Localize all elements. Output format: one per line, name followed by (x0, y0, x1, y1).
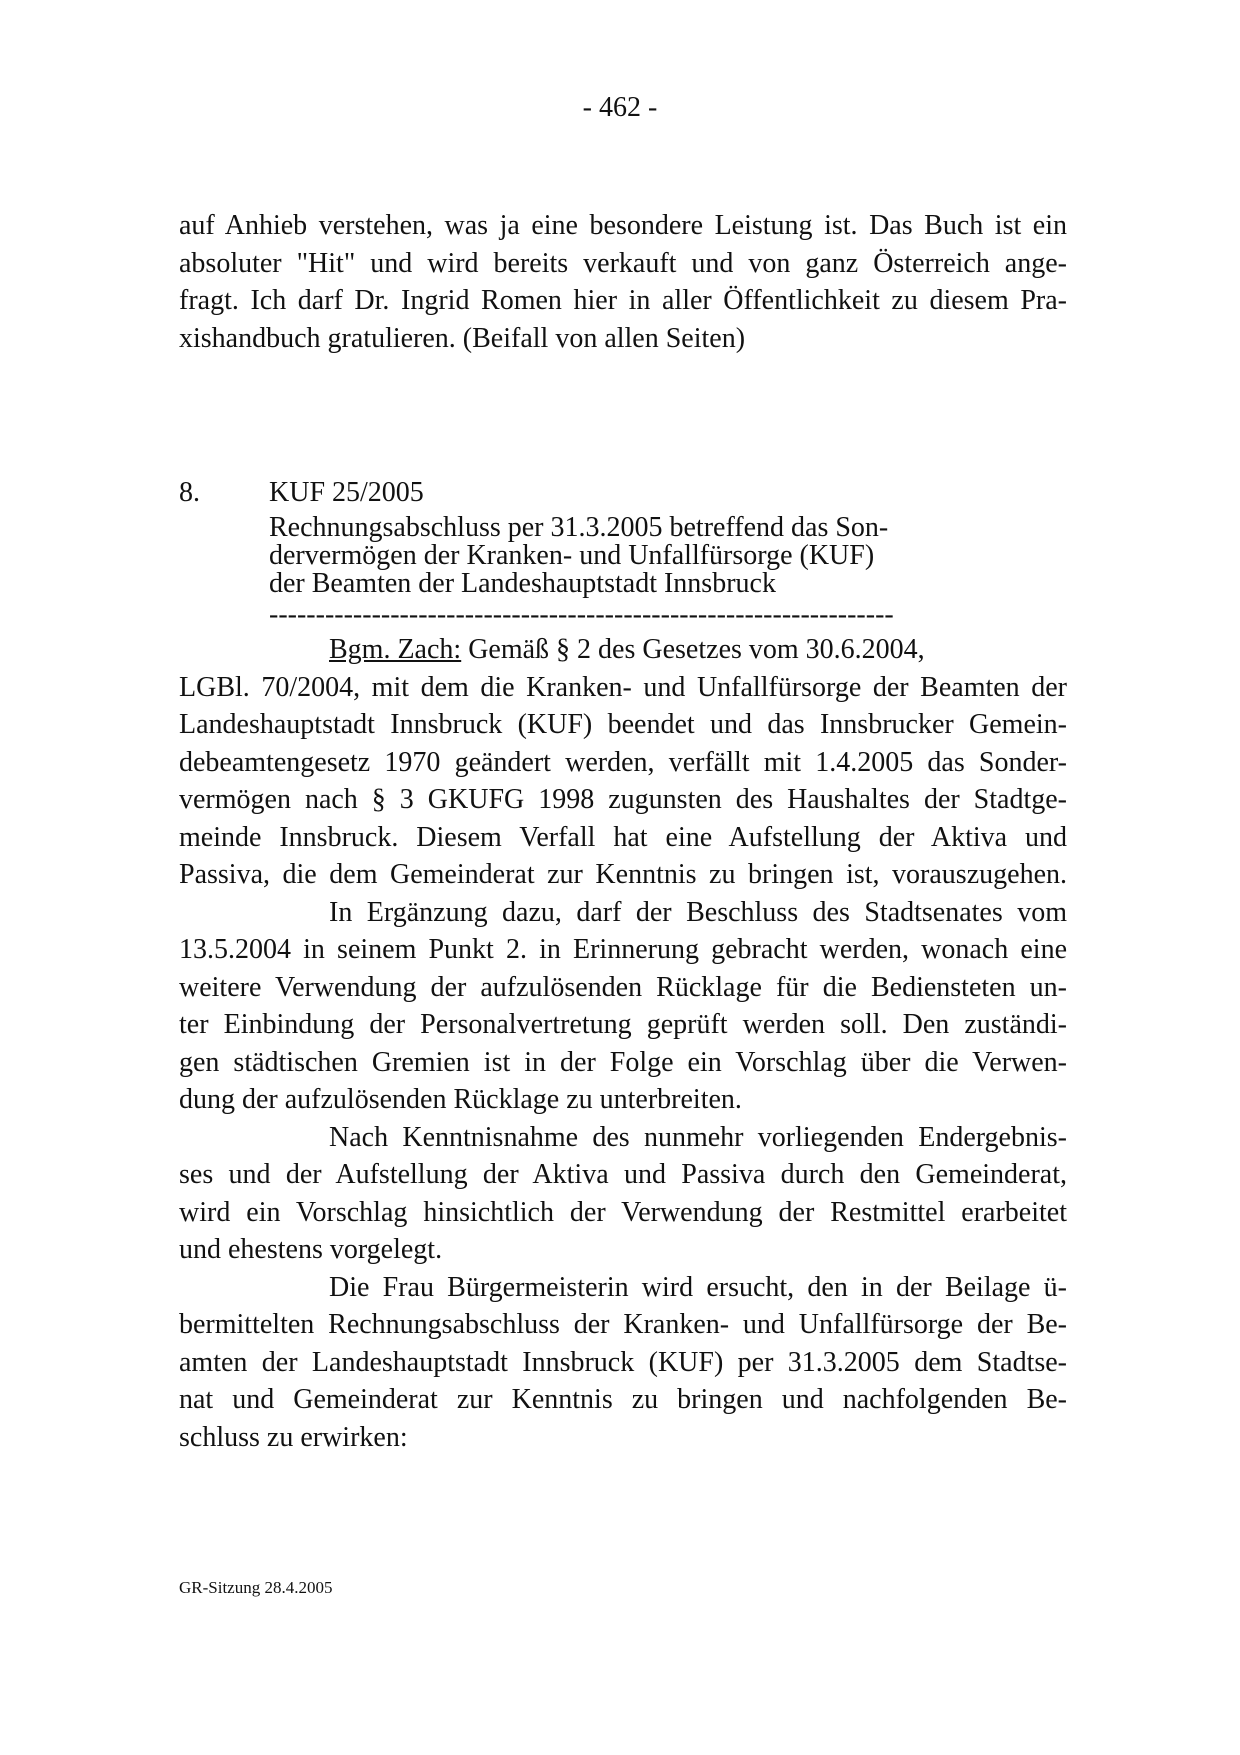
speaker-name: Bgm. Zach: (329, 634, 462, 665)
text-line: debeamtengesetz 1970 geändert werden, verfällt mit 1.4.2005 das Sonder- (179, 746, 1067, 778)
main-text (179, 631, 1067, 1456)
text-line: Die Frau Bürgermeisterin wird ersucht, den in der Beilage ü- (329, 1271, 1067, 1303)
agenda-item-reference: KUF 25/2005 (269, 477, 424, 508)
intro-paragraph (179, 207, 1067, 357)
text-line: vermögen nach § 3 GKUFG 1998 zugunsten des Haushaltes der Stadtge- (179, 784, 1067, 815)
text-line: amten der Landeshauptstadt Innsbruck (KUF) per 31.3.2005 dem Stadtse- (179, 1346, 1067, 1378)
text-line: fragt. Ich darf Dr. Ingrid Romen hier in aller Öffentlichkeit zu diesem Pra- (179, 285, 1067, 316)
text-line: nat und Gemeinderat zur Kenntnis zu bringen und nachfolgenden Be- (179, 1384, 1067, 1415)
page-number: - 462 - (582, 92, 658, 123)
agenda-item-number: 8. (179, 477, 200, 508)
text-line: wird ein Vorschlag hinsichtlich der Verwendung der Restmittel erarbeitet (179, 1196, 1067, 1228)
subject-line: der Beamten der Landeshauptstadt Innsbruck (269, 568, 776, 599)
text-line: schluss zu erwirken: (179, 1421, 408, 1453)
text-line: auf Anhieb verstehen, was ja eine besondere Leistung ist. Das Buch ist ein (179, 210, 1067, 241)
text-line: gen städtischen Gremien ist in der Folge ein Vorschlag über die Verwen- (179, 1046, 1067, 1078)
text-line: ter Einbindung der Personalvertretung geprüft werden soll. Den zuständi- (179, 1009, 1067, 1040)
text-line: Landeshauptstadt Innsbruck (KUF) beendet und das Innsbrucker Gemein- (179, 709, 1067, 740)
subject-line: dervermögen der Kranken- und Unfallfürsorge (KUF) (269, 540, 875, 571)
text-line: Passiva, die dem Gemeinderat zur Kenntnis zu bringen ist, vorauszugehen. (179, 859, 1067, 890)
text-line: dung der aufzulösenden Rücklage zu unterbreiten. (179, 1084, 742, 1115)
text-line: LGBl. 70/2004, mit dem die Kranken- und Unfallfürsorge der Beamten der (179, 671, 1067, 703)
text-line: bermittelten Rechnungsabschluss der Kranken- und Unfallfürsorge der Be- (179, 1309, 1067, 1340)
text-fragment: Gemäß § 2 des Gesetzes vom 30.6.2004, (461, 634, 925, 665)
text-line: ses und der Aufstellung der Aktiva und Passiva durch den Gemeinderat, (179, 1159, 1067, 1190)
subject-line: Rechnungsabschluss per 31.3.2005 betreffend das Son- (269, 512, 889, 543)
text-line: und ehestens vorgelegt. (179, 1234, 443, 1265)
agenda-item-subject (269, 514, 888, 598)
dashed-separator: ------------------------------------------------------------------- (269, 599, 894, 630)
text-line: In Ergänzung dazu, darf der Beschluss des Stadtsenates vom (329, 896, 1067, 928)
footer-session-date: GR-Sitzung 28.4.2005 (179, 1578, 333, 1597)
text-line: xishandbuch gratulieren. (Beifall von allen Seiten) (179, 322, 746, 354)
text-line: absoluter "Hit" und wird bereits verkauft und von ganz Österreich ange- (179, 247, 1067, 279)
text-line: 13.5.2004 in seinem Punkt 2. in Erinnerung gebracht werden, wonach eine (179, 934, 1067, 965)
paragraph-first-line (179, 631, 1067, 669)
text-line: meinde Innsbruck. Diesem Verfall hat eine Aufstellung der Aktiva und (179, 821, 1067, 853)
text-line: Nach Kenntnisnahme des nunmehr vorliegenden Endergebnis- (329, 1121, 1067, 1153)
text-line: weitere Verwendung der aufzulösenden Rücklage für die Bediensteten un- (179, 971, 1067, 1003)
